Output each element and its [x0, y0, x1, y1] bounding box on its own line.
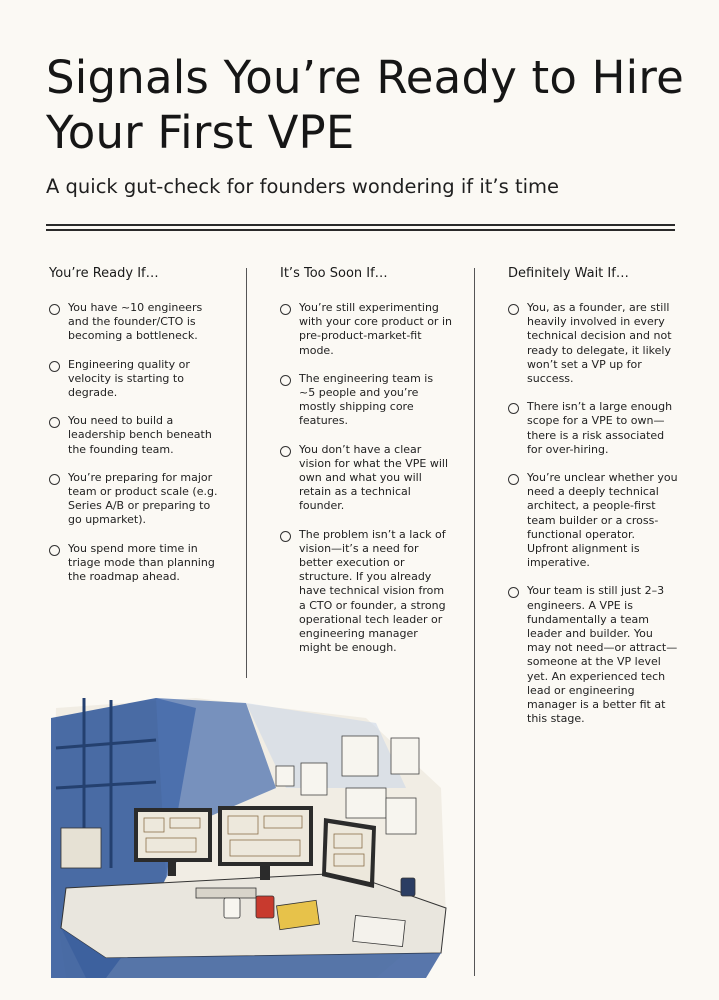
- circle-bullet-icon: [280, 446, 291, 457]
- circle-bullet-icon: [508, 403, 519, 414]
- list-item-text: You’re preparing for major team or product scale (e.g. Series A/B or preparing to go upmarket).: [68, 470, 218, 527]
- circle-bullet-icon: [508, 304, 519, 315]
- column-heading: Definitely Wait If…: [508, 266, 629, 281]
- circle-bullet-icon: [49, 545, 60, 556]
- list-item: [49, 542, 221, 585]
- circle-bullet-icon: [508, 474, 519, 485]
- list-item-text: You have ~10 engineers and the founder/CTO is becoming a bottleneck.: [68, 301, 203, 343]
- list-item: [49, 471, 221, 528]
- circle-bullet-icon: [49, 304, 60, 315]
- list-item: [280, 301, 452, 358]
- list-item: [280, 443, 452, 514]
- pinned-paper: [301, 763, 327, 795]
- column-definitely-wait: [508, 265, 678, 740]
- list-item-text: Your team is still just 2–3 engineers. A VPE is fundamentally a team leader and builder. You may not need—or attract—someone at the VP level yet. An experienced tech lead or engineering manager is a better fit at this stage.: [527, 584, 678, 726]
- column-heading: You’re Ready If…: [49, 266, 159, 281]
- pinned-paper: [276, 766, 294, 786]
- circle-bullet-icon: [280, 304, 291, 315]
- page-subtitle: A quick gut-check for founders wondering if it’s time: [46, 175, 560, 198]
- divider-rule-bottom: [46, 229, 675, 231]
- list-item-text: You don’t have a clear vision for what the VPE will own and what you will retain as a technical founder.: [299, 442, 449, 513]
- list-item-text: Engineering quality or velocity is starting to degrade.: [68, 357, 190, 400]
- monitor-center-screen: [222, 810, 309, 862]
- pinned-paper: [346, 788, 386, 818]
- list-item: [508, 301, 678, 386]
- list-item: [508, 584, 678, 726]
- list-item: [508, 400, 678, 457]
- list-item: [280, 528, 452, 656]
- office-desk-illustration: [46, 678, 456, 978]
- circle-bullet-icon: [280, 531, 291, 542]
- list-item: [49, 358, 221, 401]
- column-ready: [49, 265, 221, 598]
- circle-bullet-icon: [508, 587, 519, 598]
- monitor-stand: [168, 862, 176, 876]
- pinned-paper: [342, 736, 378, 776]
- list-item-text: The engineering team is ~5 people and you’re mostly shipping core features.: [299, 371, 434, 428]
- yellow-notebook: [277, 900, 320, 929]
- list-item: [280, 372, 452, 429]
- list-item-text: You spend more time in triage mode than planning the roadmap ahead.: [68, 541, 215, 584]
- book-stack: [61, 828, 101, 868]
- column-divider: [246, 268, 247, 678]
- pinned-paper: [391, 738, 419, 774]
- list-item-text: There isn’t a large enough scope for a VPE to own—there is a risk associated for over-hiring.: [527, 400, 673, 456]
- column-heading: It’s Too Soon If…: [280, 266, 388, 281]
- list-item-text: You, as a founder, are still heavily involved in every technical decision and not ready to delegate, it likely won’t set a VP up for success.: [527, 301, 672, 386]
- list-item-text: The problem isn’t a lack of vision—it’s a need for better execution or structure. If you already have technical vision from a CTO or founder, a strong operational tech leader or engineering manager might be enough.: [299, 527, 446, 655]
- monitor-stand: [260, 866, 270, 880]
- list-item-text: You’re still experimenting with your core product or in pre-product-market-fit mode.: [299, 301, 452, 357]
- circle-bullet-icon: [280, 375, 291, 386]
- list-item-text: You need to build a leadership bench beneath the founding team.: [68, 414, 212, 456]
- circle-bullet-icon: [49, 474, 60, 485]
- column-too-soon: [280, 265, 452, 669]
- divider-rule-top: [46, 224, 675, 226]
- list-item: [49, 301, 221, 344]
- papers: [353, 915, 405, 946]
- red-mug: [256, 896, 274, 918]
- monitor-right-screen: [326, 823, 372, 882]
- column-divider: [474, 268, 475, 976]
- list-item: [49, 414, 221, 457]
- white-mug: [224, 898, 240, 918]
- monitor-left-screen: [138, 812, 208, 858]
- page-title: Signals You’re Ready to Hire Your First VPE: [46, 51, 684, 159]
- dark-mug: [401, 878, 415, 896]
- list-item: [508, 471, 678, 570]
- pinned-paper: [386, 798, 416, 834]
- circle-bullet-icon: [49, 417, 60, 428]
- circle-bullet-icon: [49, 361, 60, 372]
- list-item-text: You’re unclear whether you need a deeply technical architect, a people-first team builder or a cross-functional operator. Upfront alignment is imperative.: [527, 471, 678, 570]
- keyboard: [196, 888, 256, 898]
